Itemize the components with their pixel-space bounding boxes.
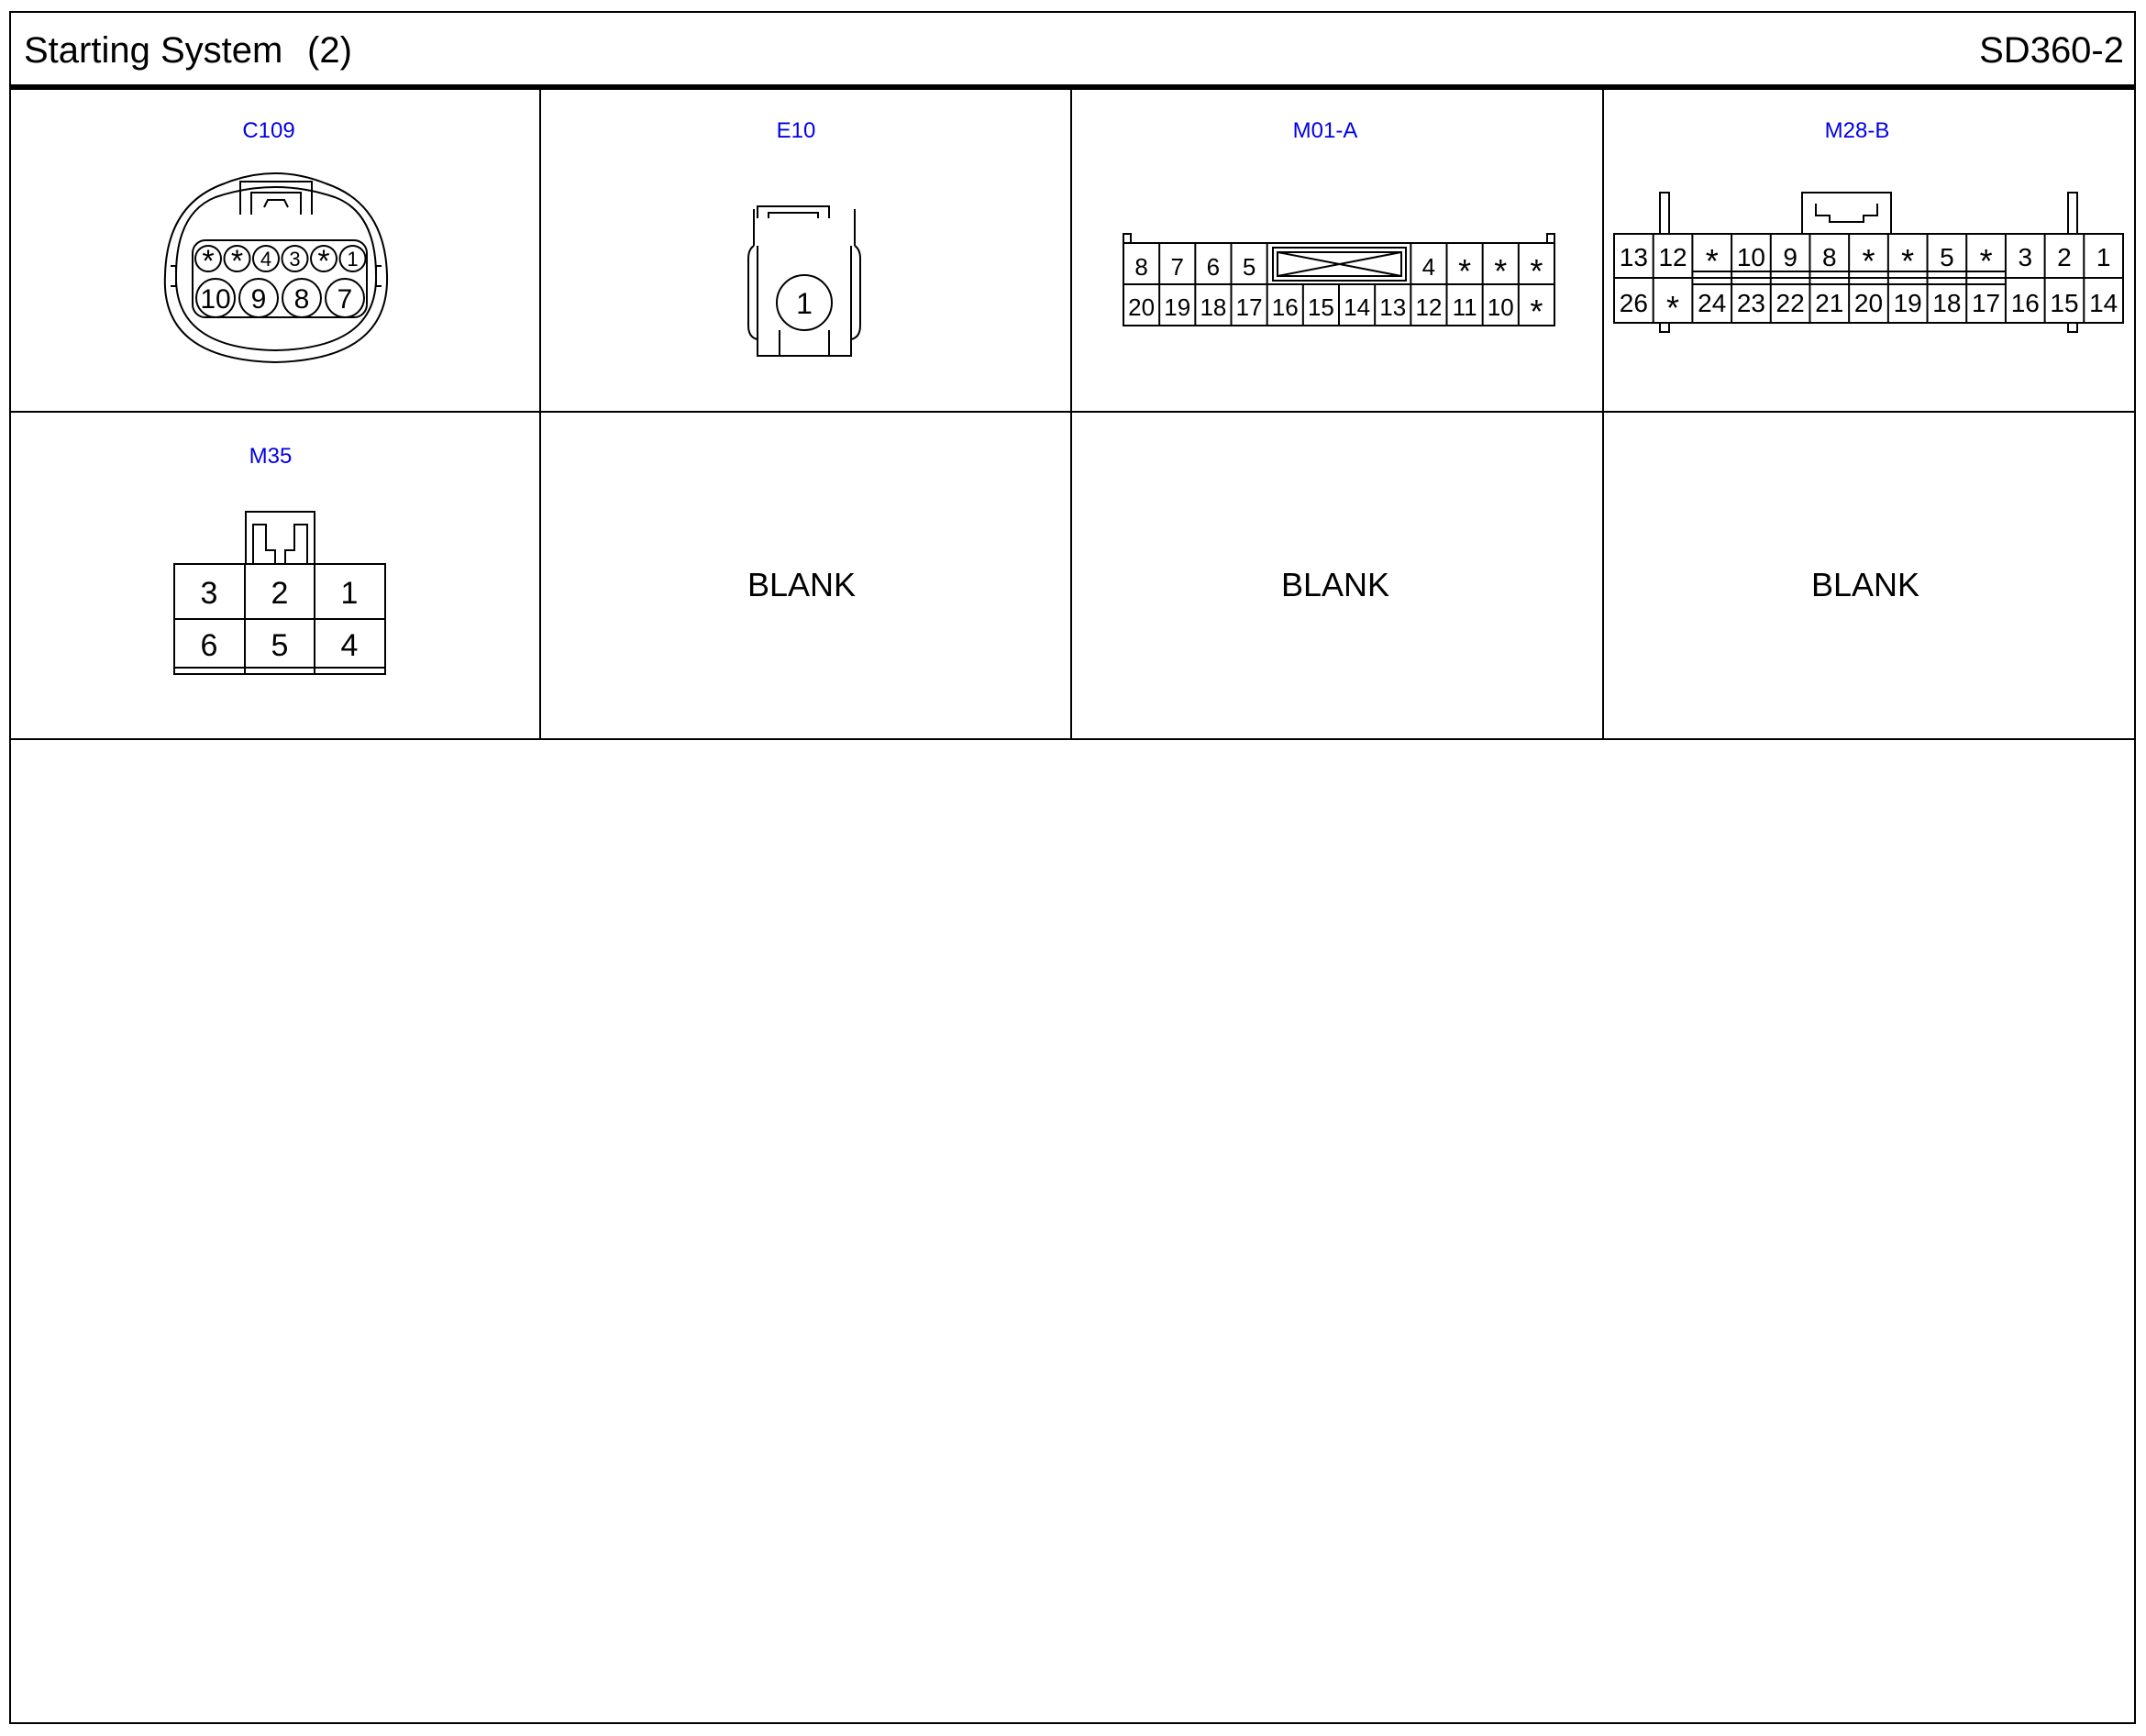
m28-b-bottom-pin: 24	[1698, 289, 1727, 317]
m01-a-bottom-pin: 13	[1379, 293, 1407, 321]
m28-b-top-pin: *	[1979, 242, 1993, 280]
m28-b-top-pin: 8	[1822, 243, 1837, 271]
m01-a-top-pin: *	[1458, 252, 1472, 290]
m28-b-top-pin: 12	[1658, 243, 1687, 271]
m28-b-top-pin: 5	[1940, 243, 1954, 271]
m35-top-pin: 3	[200, 576, 218, 611]
m35-bottom-pin: 6	[200, 628, 218, 663]
m28-b-bottom-row	[1620, 278, 2118, 326]
m28-b-bottom-pin: 23	[1736, 289, 1766, 317]
c109-top-pin: *	[202, 244, 215, 279]
m28-b-top-pin: 13	[1619, 243, 1648, 271]
header-title: Starting System	[24, 30, 283, 71]
m01-a-top-pin: 8	[1134, 253, 1148, 281]
connector-label-e10: E10	[776, 118, 816, 143]
connector-label-m28-b: M28-B	[1824, 118, 1890, 143]
m01-a-bottom-pin: 10	[1487, 293, 1514, 321]
m28-b-top-pin: 3	[2018, 243, 2033, 271]
header-code: SD360-2	[1979, 30, 2124, 71]
m01-a-top-pin: 4	[1421, 253, 1436, 281]
m28-b-bottom-pin: 16	[2010, 289, 2040, 317]
c109-bottom-pin: 7	[337, 284, 353, 315]
m01-a-top-pin: 7	[1170, 253, 1184, 281]
m28-b-bottom-pin: *	[1666, 289, 1680, 326]
m01-a-bottom-pin: 15	[1307, 293, 1334, 321]
m28-b-bottom-pin: 14	[2089, 289, 2118, 317]
c109-bottom-pin: 10	[200, 284, 231, 315]
m01-a-top-pin: *	[1530, 252, 1543, 290]
m28-b-top-pin: *	[1862, 242, 1875, 280]
blank-cell-3: BLANK	[1810, 566, 1920, 603]
blank-cell-2: BLANK	[1280, 566, 1390, 603]
m01-a-top-row	[1134, 243, 1543, 290]
m28-b-top-pin: *	[1705, 242, 1719, 280]
m35-top-pin: 1	[340, 576, 359, 611]
m28-b-top-pin: 9	[1783, 243, 1798, 271]
connector-e10	[748, 206, 860, 356]
c109-bottom-pin: 8	[293, 284, 310, 315]
m28-b-bottom-pin: 21	[1815, 289, 1844, 317]
m28-b-bottom-pin: 20	[1853, 289, 1884, 317]
m01-a-bottom-pin: 19	[1164, 293, 1191, 321]
c109-top-row	[195, 244, 366, 279]
c109-top-pin: 3	[289, 248, 301, 271]
m28-b-top-pin: 10	[1736, 243, 1766, 271]
c109-top-pin: 1	[347, 248, 359, 271]
m01-a-bottom-pin: 18	[1200, 293, 1227, 321]
m01-a-bottom-pin: *	[1530, 293, 1543, 330]
m28-b-bottom-pin: 17	[1971, 289, 2001, 317]
m28-b-bottom-pin: 18	[1932, 289, 1962, 317]
m35-bottom-pin: 4	[340, 628, 359, 663]
c109-top-pin: *	[317, 244, 330, 279]
m28-b-top-row	[1620, 234, 2111, 280]
c109-bottom-pin: 9	[250, 284, 267, 315]
connector-label-m35: M35	[249, 444, 293, 469]
m01-a-top-pin: 6	[1206, 253, 1221, 281]
m28-b-bottom-pin: 15	[2050, 289, 2079, 317]
m28-b-top-pin: 2	[2057, 243, 2072, 271]
m01-a-bottom-row	[1128, 284, 1543, 330]
c109-bottom-row	[196, 279, 364, 317]
m28-b-bottom-pin: 19	[1893, 289, 1922, 317]
blank-cell-1: BLANK	[747, 566, 857, 603]
m01-a-bottom-pin: 16	[1271, 293, 1299, 321]
c109-top-pin: 4	[260, 248, 272, 271]
m35-bottom-pin: 5	[271, 628, 289, 663]
m01-a-bottom-pin: 17	[1235, 293, 1263, 321]
c109-top-pin: *	[230, 244, 244, 279]
m01-a-top-pin: *	[1494, 252, 1508, 290]
m01-a-bottom-pin: 11	[1452, 293, 1477, 321]
header-part: (2)	[307, 30, 352, 71]
connector-label-m01-a: M01-A	[1292, 118, 1358, 143]
m01-a-bottom-pin: 20	[1128, 293, 1156, 321]
m01-a-bottom-pin: 12	[1415, 293, 1443, 321]
m28-b-top-pin: 1	[2096, 243, 2111, 271]
m35-top-pin: 2	[271, 576, 289, 611]
e10-pin-1: 1	[796, 287, 813, 320]
m01-a-bottom-pin: 14	[1344, 293, 1371, 321]
m28-b-bottom-pin: 26	[1619, 289, 1648, 317]
m28-b-bottom-pin: 22	[1775, 289, 1805, 317]
m01-a-top-pin: 5	[1242, 253, 1256, 281]
connector-label-c109: C109	[242, 118, 295, 143]
m28-b-top-pin: *	[1901, 242, 1915, 280]
